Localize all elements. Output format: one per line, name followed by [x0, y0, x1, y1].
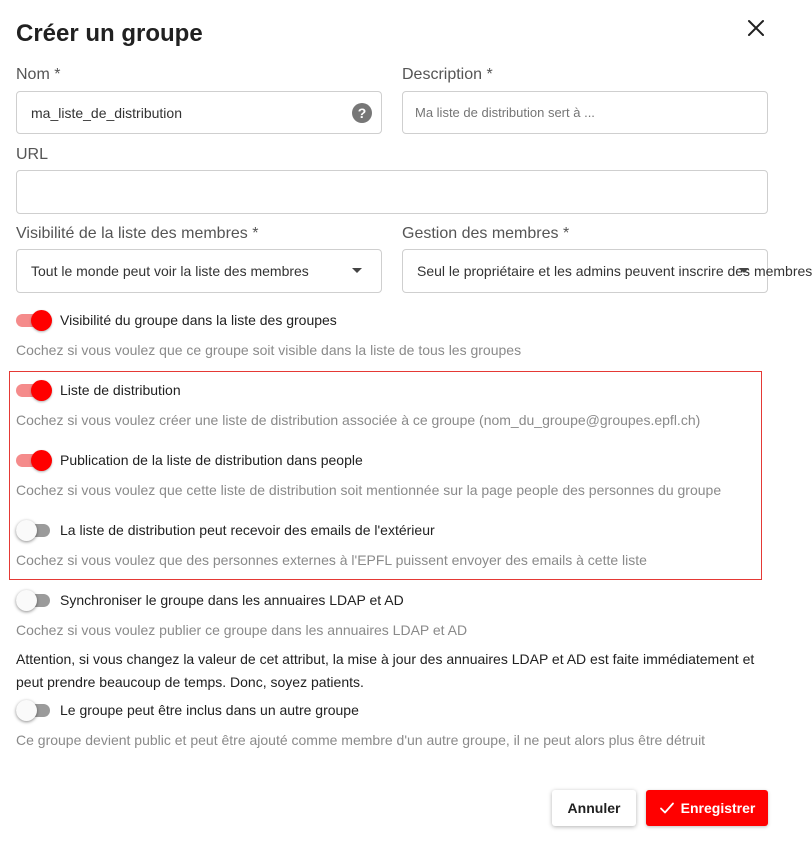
toggle-ldap-sync-label: Synchroniser le groupe dans les annuaires LDAP et AD	[60, 592, 404, 608]
check-icon	[659, 800, 675, 816]
description-field[interactable]	[402, 91, 768, 134]
toggle-nested-group-hint: Ce groupe devient public et peut être ajouté comme membre d'un autre groupe, il ne peut alors plus être détruit	[16, 732, 706, 748]
toggle-external-emails-label: La liste de distribution peut recevoir des emails de l'extérieur	[60, 522, 435, 538]
url-label: URL	[16, 146, 49, 163]
cancel-button-label: Annuler	[567, 800, 621, 816]
cancel-button[interactable]	[552, 790, 636, 826]
toggle-distribution-list-label: Liste de distribution	[60, 382, 181, 398]
distribution-list-highlight	[9, 371, 762, 580]
description-label: Description *	[402, 66, 493, 83]
toggle-external-emails[interactable]	[16, 519, 52, 541]
name-input[interactable]	[31, 105, 381, 121]
toggle-people-publication-label: Publication de la liste de distribution dans people	[60, 452, 363, 468]
close-button[interactable]	[744, 16, 768, 40]
toggle-group-visibility[interactable]	[16, 309, 52, 331]
close-icon	[744, 16, 768, 40]
toggle-group-visibility-label: Visibilité du groupe dans la liste des groupes	[60, 312, 337, 328]
toggle-people-publication-hint: Cochez si vous voulez que cette liste de distribution soit mentionnée sur la page people des personnes du groupe	[16, 482, 722, 498]
management-selected: Seul le propriétaire et les admins peuvent inscrire des membres	[417, 263, 812, 279]
url-field[interactable]	[16, 170, 768, 214]
toggle-people-publication[interactable]	[16, 449, 52, 471]
toggle-external-emails-hint: Cochez si vous voulez que des personnes externes à l'EPFL puissent envoyer des emails à cette liste	[16, 552, 647, 568]
management-chevron-down-icon	[739, 268, 749, 273]
ldap-warning-text: Attention, si vous changez la valeur de cet attribut, la mise à jour des annuaires LDAP et AD est faite immédiatement et peut prendre beaucoup de temps. Donc, soyez patients.	[16, 651, 755, 690]
toggle-ldap-sync-hint: Cochez si vous voulez publier ce groupe dans les annuaires LDAP et AD	[16, 622, 468, 638]
toggle-nested-group-label: Le groupe peut être inclus dans un autre groupe	[60, 702, 359, 718]
url-input[interactable]	[31, 184, 767, 200]
visibility-select[interactable]	[16, 249, 382, 293]
toggle-ldap-sync[interactable]	[16, 589, 52, 611]
dialog-title: Créer un groupe	[16, 20, 203, 47]
visibility-label: Visibilité de la liste des membres *	[16, 225, 259, 242]
toggle-distribution-list-hint: Cochez si vous voulez créer une liste de distribution associée à ce groupe (nom_du_groupe@groupes.epfl.ch)	[16, 412, 701, 428]
visibility-chevron-down-icon	[352, 268, 362, 273]
help-icon[interactable]: ?	[352, 103, 372, 123]
name-field[interactable]	[16, 91, 382, 134]
description-input[interactable]	[415, 105, 767, 120]
save-button-label: Enregistrer	[680, 800, 756, 816]
management-select[interactable]	[402, 249, 812, 293]
name-label: Nom *	[16, 66, 61, 83]
management-label: Gestion des membres *	[402, 225, 570, 242]
toggle-distribution-list[interactable]	[16, 379, 52, 401]
toggle-group-visibility-hint: Cochez si vous voulez que ce groupe soit visible dans la liste de tous les groupes	[16, 342, 522, 358]
toggle-nested-group[interactable]	[16, 699, 52, 721]
save-button[interactable]	[646, 790, 768, 826]
visibility-selected: Tout le monde peut voir la liste des membres	[31, 263, 309, 279]
